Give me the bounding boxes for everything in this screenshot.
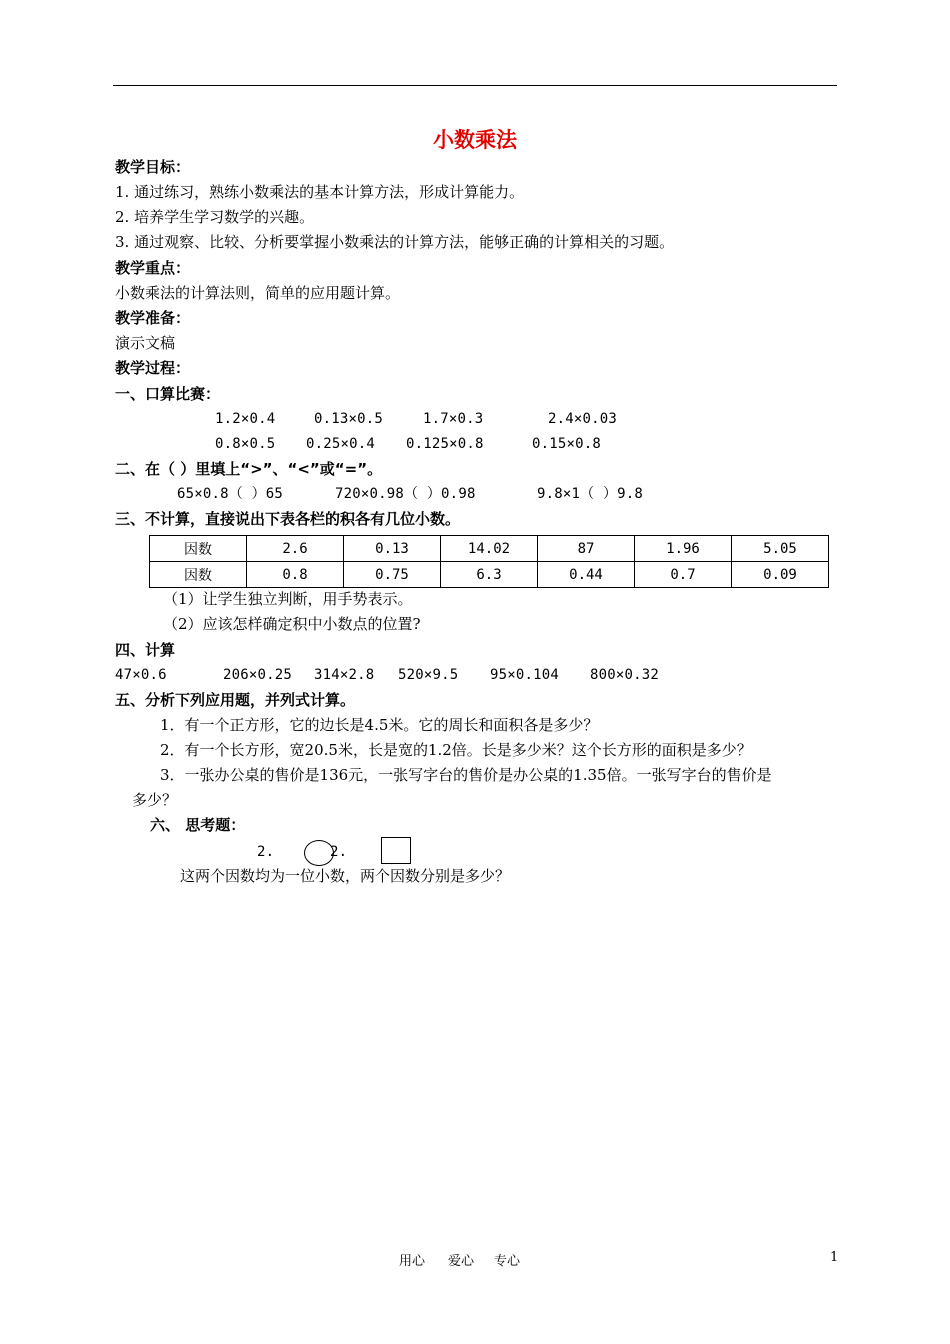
calc-expr: 47×0.6: [115, 667, 167, 683]
table-cell: 14.02: [441, 536, 538, 562]
calc-expr: 314×2.8: [314, 667, 375, 683]
table-cell: 5.05: [732, 536, 829, 562]
header-rule: [113, 85, 837, 86]
mental-math-expr: 1.2×0.4: [215, 411, 276, 427]
calc-expr: 206×0.25: [223, 667, 293, 683]
factor-digit: 2.: [330, 844, 348, 860]
process-heading: 教学过程：: [115, 359, 191, 377]
mental-math-expr: 0.8×0.5: [215, 436, 276, 452]
table-cell: 6.3: [441, 562, 538, 588]
table-cell: 0.13: [344, 536, 441, 562]
section3-note: （1）让学生独立判断，用手势表示。: [163, 590, 413, 608]
page-title: 小数乘法: [433, 127, 517, 152]
table-cell: 0.09: [732, 562, 829, 588]
mental-math-expr: 0.15×0.8: [532, 436, 602, 452]
section6-heading: 六、 思考题：: [150, 816, 246, 834]
mental-math-expr: 0.125×0.8: [406, 436, 484, 452]
table-cell: 0.75: [344, 562, 441, 588]
objectives-heading: 教学目标：: [115, 158, 191, 176]
mental-math-expr: 2.4×0.03: [548, 411, 618, 427]
square-blank-shape: [381, 837, 411, 864]
factor-table: [149, 535, 829, 588]
table-row: [150, 562, 829, 588]
mental-math-expr: 0.13×0.5: [314, 411, 384, 427]
page-number: 1: [830, 1250, 839, 1265]
calc-expr: 95×0.104: [490, 667, 560, 683]
section2-heading: 二、在（ ）里填上“>”、“<”或“=”。: [115, 460, 383, 478]
mental-math-expr: 1.7×0.3: [423, 411, 484, 427]
table-cell: 2.6: [247, 536, 344, 562]
calc-expr: 800×0.32: [590, 667, 660, 683]
mental-math-expr: 0.25×0.4: [306, 436, 376, 452]
preparation-heading: 教学准备：: [115, 309, 191, 327]
key-points-text: 小数乘法的计算法则，简单的应用题计算。: [115, 284, 401, 302]
table-cell: 因数: [150, 562, 247, 588]
table-cell: 0.7: [635, 562, 732, 588]
footer-motto-2: 爱心: [448, 1254, 475, 1269]
word-problem: 1．有一个正方形，它的边长是4.5米。它的周长和面积各是多少？: [160, 716, 599, 734]
objective-item: 2. 培养学生学习数学的兴趣。: [115, 208, 315, 226]
thinking-question: 这两个因数均为一位小数，两个因数分别是多少？: [180, 867, 511, 885]
word-problem: 3．一张办公桌的售价是136元，一张写字台的售价是办公桌的1.35倍。一张写字台的售价是: [160, 766, 772, 784]
table-cell: 87: [538, 536, 635, 562]
footer-motto-1: 用心: [399, 1254, 426, 1269]
word-problem-continuation: 多少？: [132, 791, 178, 809]
table-row: [150, 536, 829, 562]
table-cell: 因数: [150, 536, 247, 562]
objective-item: 3. 通过观察、比较、分析要掌握小数乘法的计算方法，能够正确的计算相关的习题。: [115, 233, 675, 251]
section5-heading: 五、分析下列应用题，并列式计算。: [115, 691, 356, 709]
section4-heading: 四、计算: [115, 641, 176, 659]
footer-motto-3: 专心: [494, 1254, 521, 1269]
table-cell: 1.96: [635, 536, 732, 562]
factor-digit: 2.: [257, 844, 275, 860]
key-points-heading: 教学重点：: [115, 259, 191, 277]
compare-item: 720×0.98（ ）0.98: [335, 486, 476, 502]
section3-note: （2）应该怎样确定积中小数点的位置?: [163, 615, 421, 633]
objective-item: 1. 通过练习，熟练小数乘法的基本计算方法，形成计算能力。: [115, 183, 525, 201]
section1-heading: 一、口算比赛：: [115, 385, 221, 403]
section3-heading: 三、不计算，直接说出下表各栏的积各有几位小数。: [115, 510, 461, 528]
preparation-text: 演示文稿: [115, 334, 176, 352]
word-problem: 2．有一个长方形，宽20.5米，长是宽的1.2倍。长是多少米？这个长方形的面积是多少？: [160, 741, 752, 759]
table-cell: 0.44: [538, 562, 635, 588]
compare-item: 9.8×1（ ）9.8: [537, 486, 644, 502]
compare-item: 65×0.8（ ）65: [177, 486, 284, 502]
table-cell: 0.8: [247, 562, 344, 588]
calc-expr: 520×9.5: [398, 667, 459, 683]
